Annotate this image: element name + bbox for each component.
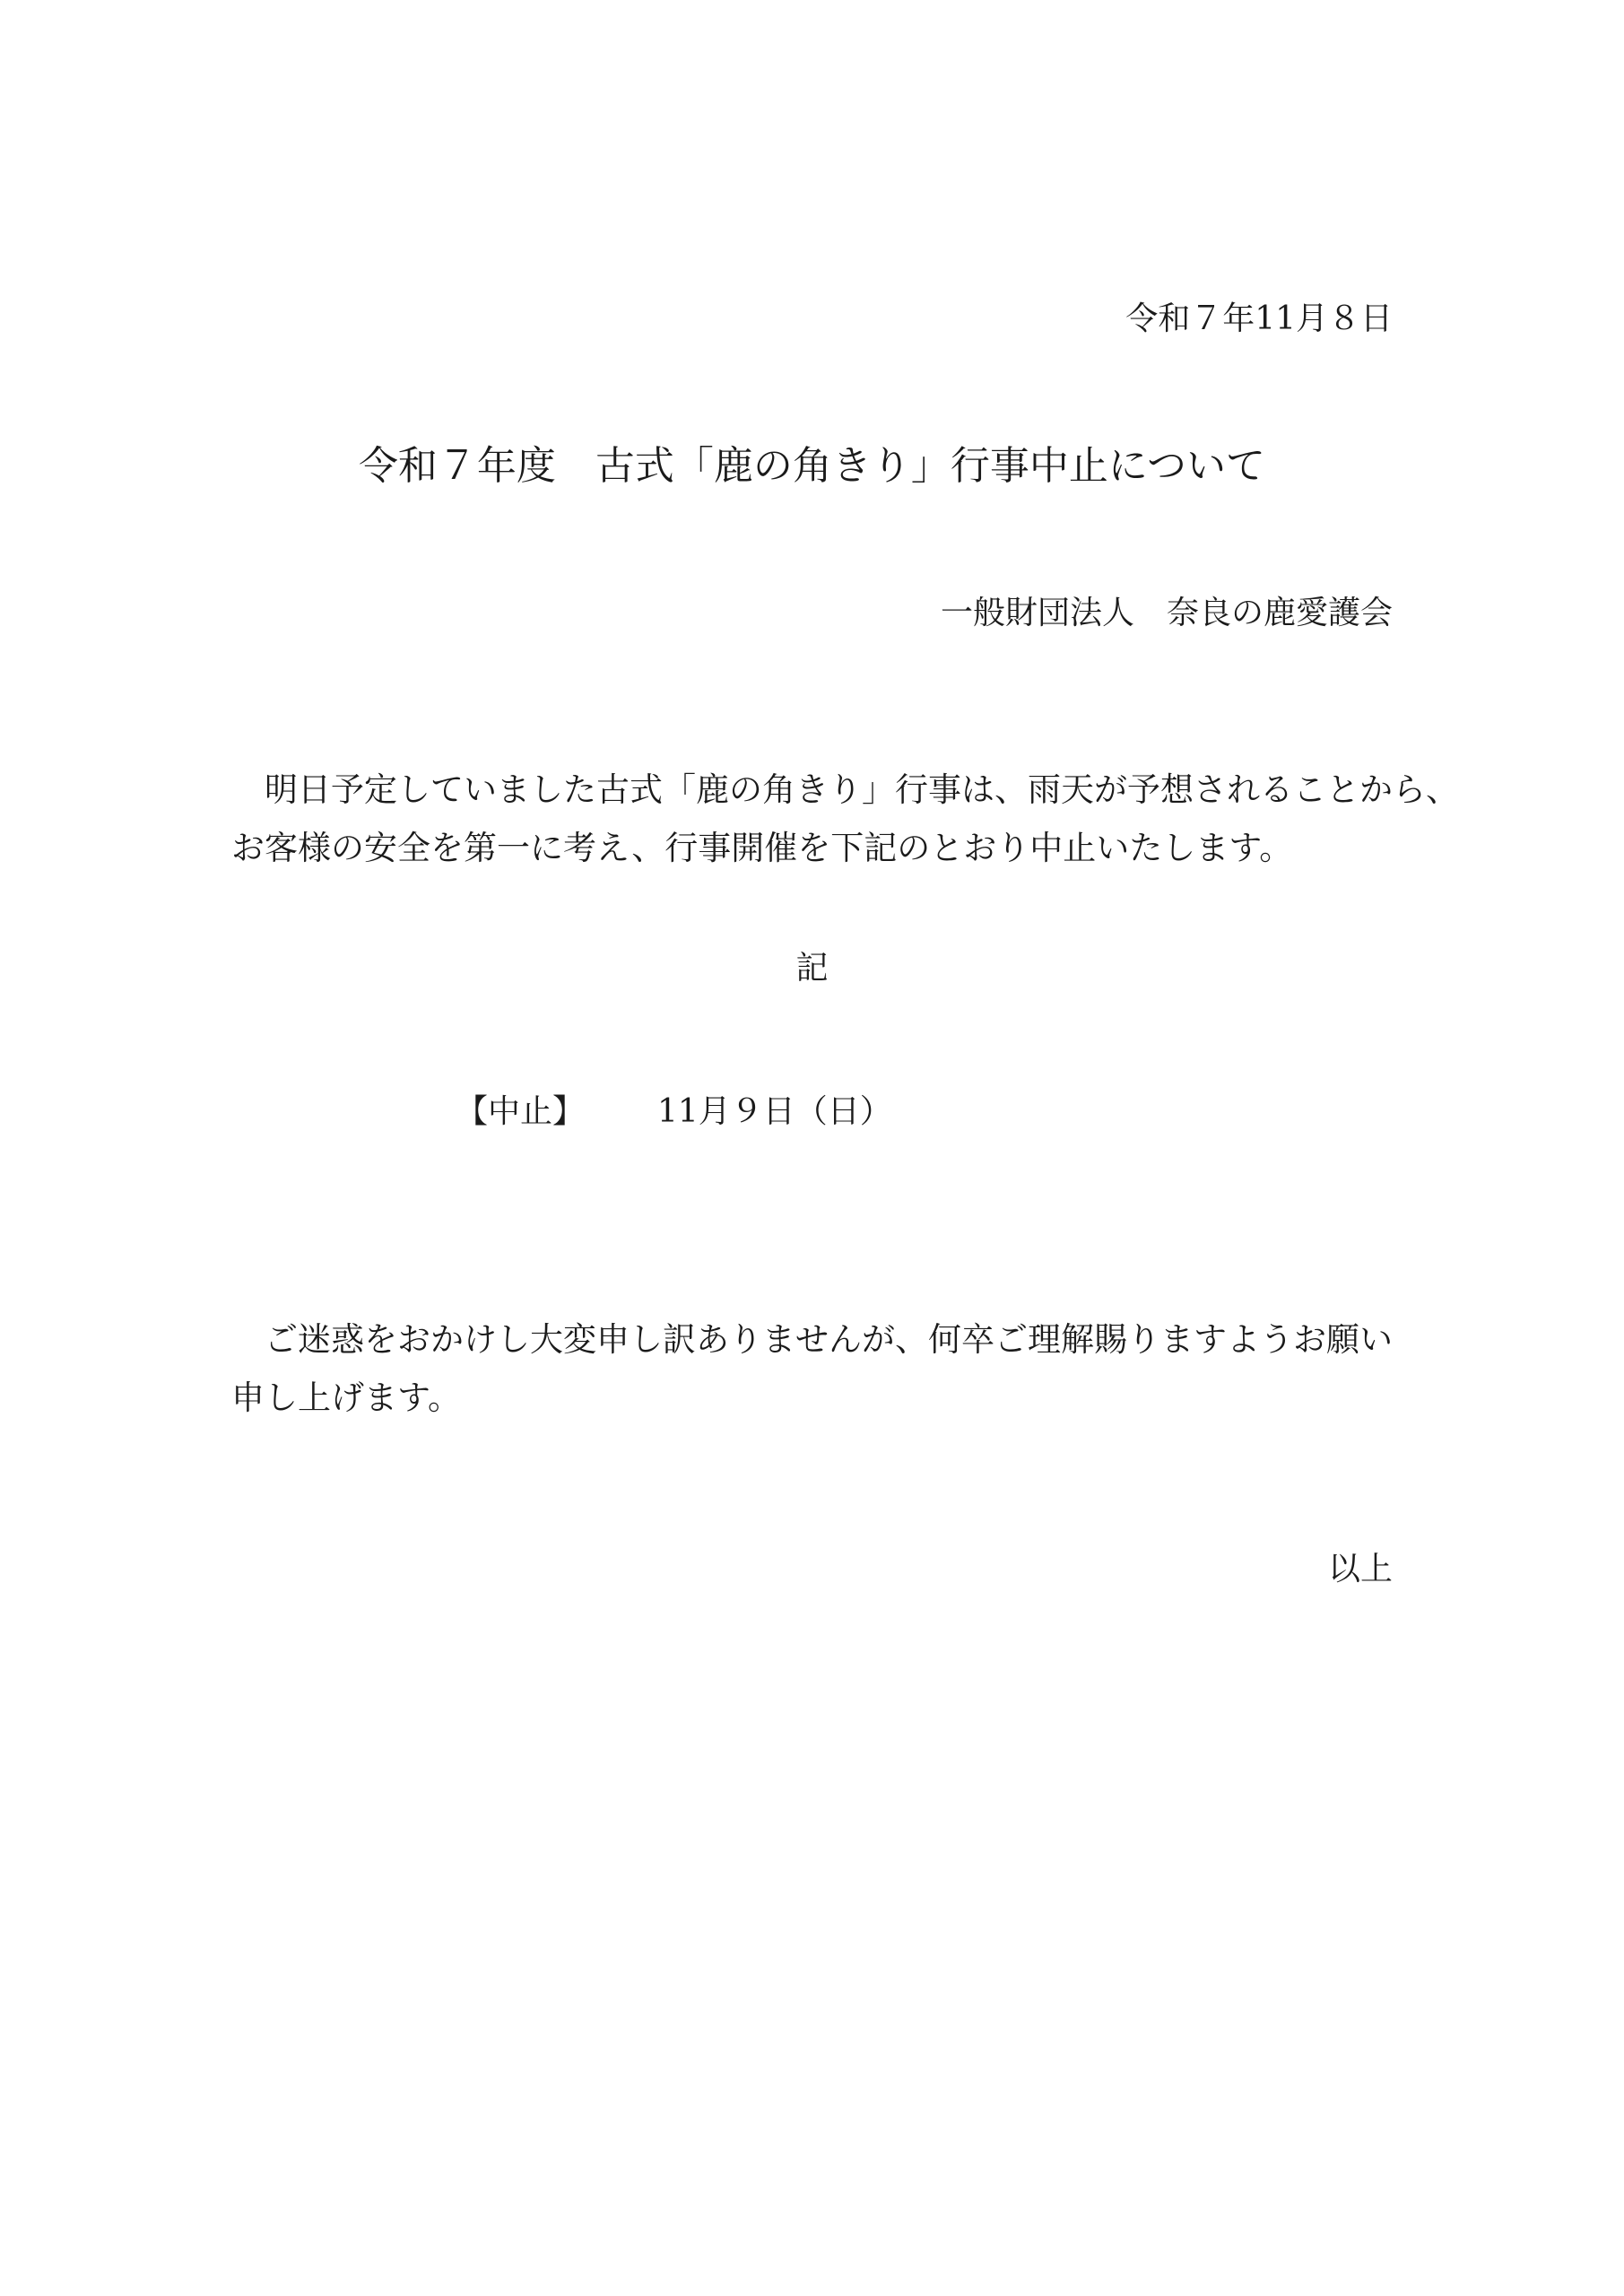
paragraph-2-line-1: [231, 1320, 1393, 1359]
paragraph-2-line-2: 申し上げます。: [231, 1378, 462, 1417]
ki-heading: 記: [795, 950, 829, 987]
closing-word: 以上: [1327, 1551, 1393, 1587]
cancellation-date: 11月９日（日）: [657, 1093, 892, 1130]
document-date: 令和７年11月８日: [1125, 300, 1393, 337]
paragraph-1-line-2: お客様の安全を第一に考え、行事開催を下記のとおり中止いたします。: [231, 829, 1293, 867]
issuing-organization: 一般財団法人 奈良の鹿愛護会: [940, 595, 1393, 631]
document-title: 令和７年度 古式「鹿の角きり」行事中止について: [358, 443, 1266, 489]
paragraph-1-line-1: [231, 770, 1459, 809]
cancellation-label: 【中止】: [456, 1093, 586, 1130]
paragraph-1-line-1-text: 明日予定していました古式「鹿の角きり」行事は、雨天が予想されることから、: [265, 770, 1459, 809]
paragraph-2-line-1-text: ご迷惑をおかけし大変申し訳ありませんが、何卒ご理解賜りますようお願い: [265, 1320, 1393, 1359]
